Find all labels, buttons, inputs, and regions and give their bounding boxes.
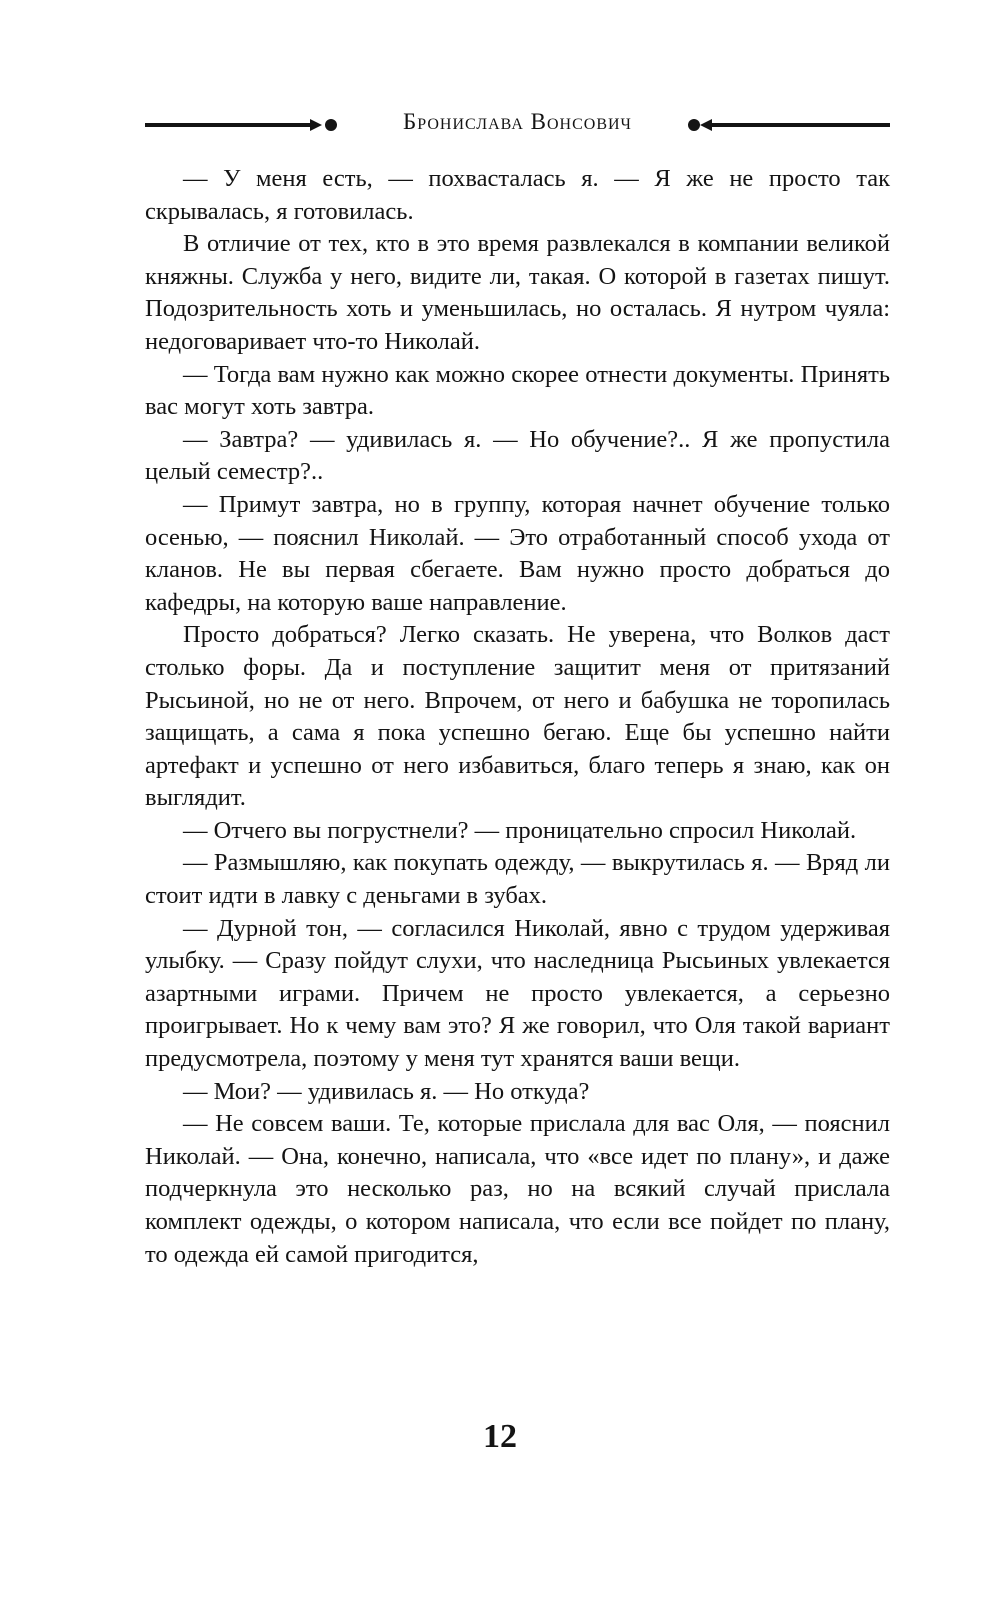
paragraph: — Отчего вы погрустнели? — проницательно спросил Николай. (183, 816, 857, 844)
header-rule-tip-right (700, 119, 712, 131)
header-bullet-right (688, 119, 700, 131)
running-head (145, 103, 890, 143)
paragraph: В отличие от тех, кто в это время развлекался в компании великой княжны. Служба у него, видите ли, такая. О которой в газетах пишут. Подозрительность хоть и уменьшилась, но осталась. Я нутром чуяла: недоговаривает что-то Николай. (145, 230, 890, 355)
paragraph: — Дурной тон, — согласился Николай, явно с трудом удерживая улыбку. — Сразу пойдут слухи, что наследница Рысьиных увлекается азартными играми. Причем не просто увлекается, а серьезно проигрывает. Но к чему вам это? Я же говорил, что Оля такой вариант предусмотрела, поэтому у меня тут хранятся ваши вещи. (145, 914, 890, 1073)
running-head-author: Бронислава Вонсович (403, 109, 632, 134)
header-rule-right (712, 123, 890, 127)
body-text (145, 163, 890, 1271)
paragraph: — У меня есть, — похвасталась я. — Я же не просто так скрывалась, я готовилась. (145, 165, 890, 225)
paragraph: — Не совсем ваши. Те, которые прислала для вас Оля, — пояснил Николай. — Она, конечно, написала, что «все идет по плану», и даже подчеркнула это несколько раз, но на всякий случай прислала комплект одежды, о котором написала, что если все пойдет по плану, то одежда ей самой пригодится, (145, 1110, 890, 1268)
paragraph: — Тогда вам нужно как можно скорее отнести документы. Принять вас могут хоть завтра. (145, 360, 890, 421)
paragraph: — Примут завтра, но в группу, которая начнет обучение только осенью, — пояснил Николай. — Это отработанный способ ухода от кланов. Не вы первая сбегаете. Вам нужно просто добраться до кафедры, на которую ваше направление. (145, 490, 890, 616)
paragraph: — Завтра? — удивилась я. — Но обучение?.. Я же пропустила целый семестр?.. (145, 425, 890, 486)
page-number: 12 (483, 1418, 517, 1455)
paragraph: — Мои? — удивилась я. — Но откуда? (183, 1077, 590, 1105)
paragraph: — Размышляю, как покупать одежду, — выкрутилась я. — Вряд ли стоит идти в лавку с деньгами в зубах. (145, 849, 890, 910)
paragraph: Просто добраться? Легко сказать. Не уверена, что Волков даст столько форы. Да и поступление защитит меня от притязаний Рысьиной, но не от него. Впрочем, от него и бабушка не торопилась защищать, а сама я пока успешно бегаю. Еще бы успешно найти артефакт и успешно от него избавиться, благо теперь я знаю, как он выглядит. (145, 621, 890, 812)
